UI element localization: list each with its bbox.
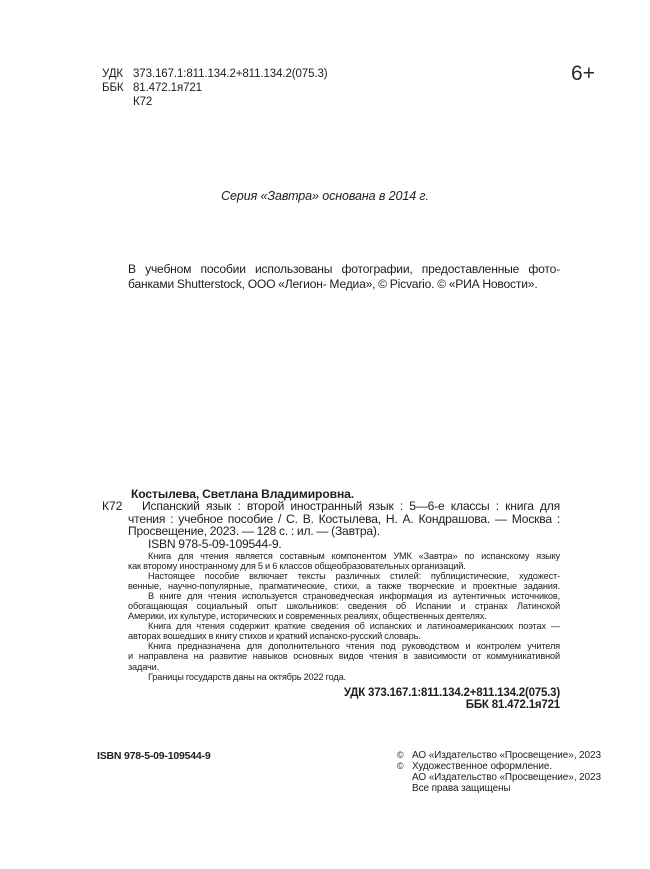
annotation-line: венные, научно-популярные, прагматические, стихи, а также творческие и проектные задания. <box>128 581 560 592</box>
bibliographic-line: Просвещение, 2023. — 128 с. : ил. — (Завтра). <box>128 524 380 539</box>
classification-bottom <box>344 687 560 712</box>
catalog-isbn-line: ISBN 978-5-09-109544-9. <box>148 536 282 551</box>
annotation-line: Настоящее пособие включает тексты различных стилей: публицистические, художест- <box>148 571 560 582</box>
author-sign: К72 <box>133 96 153 108</box>
author-sign-spacer <box>102 95 133 109</box>
author-heading: Костылева, Светлана Владимировна. <box>131 487 355 501</box>
annotation-line: Книга для чтения содержит краткие сведения об испанских и латиноамериканских поэтах — <box>148 621 560 632</box>
bbk-value: 81.472.1я721 <box>133 82 202 94</box>
copyright-line: Все права защищены <box>412 783 511 794</box>
annotation-line: Америки, их культуре, исторических и современных реалиях, общественных деятелях. <box>128 611 487 622</box>
photo-credit-paragraph <box>128 262 560 292</box>
bibliographic-line: чтения : учебное пособие / С. В. Костылева, Н. А. Кондрашова. — Москва : <box>128 511 560 526</box>
annotation-line: Границы государств даны на октябрь 2022 года. <box>148 671 346 682</box>
annotation-line: и направлена на развитие навыков основных видов чтения в зависимости от коммуникативной <box>128 651 560 662</box>
catalog-card <box>102 487 560 551</box>
udk-bottom: УДК 373.167.1:811.134.2+811.134.2(075.3) <box>343 686 560 699</box>
age-rating-badge: 6+ <box>571 62 595 85</box>
copyright-block <box>397 750 601 794</box>
annotation-line: задачи. <box>128 661 160 672</box>
series-note: Серия «Завтра» основана в 2014 г. <box>221 189 429 203</box>
copyright-line: АО «Издательство «Просвещение», 2023 <box>412 772 601 783</box>
copyright-symbol: © <box>397 761 404 771</box>
annotation-line: Книга для чтения является составным компонентом УМК «Завтра» по испанскому языку <box>148 551 560 561</box>
udk-value: 373.167.1:811.134.2+811.134.2(075.3) <box>133 68 328 80</box>
copyright-line: Художественное оформление. <box>412 761 552 772</box>
classification-top <box>102 67 328 109</box>
bbk-bottom: ББК 81.472.1я721 <box>465 699 560 712</box>
annotation-block <box>128 551 560 682</box>
photo-credit-line: банками Shutterstock, ООО «Легион- Медиа», © Picvario. © «РИА Новости». <box>128 277 538 292</box>
copyright-symbol: © <box>397 750 404 760</box>
annotation-line: авторах вошедших в книгу стихов и краткий испанско-русский словарь. <box>128 631 421 642</box>
annotation-line: В книге для чтения используется страноведческая информация из аутентичных источников, <box>148 591 560 602</box>
annotation-line: Книга предназначена для дополнительного чтения под руководством и контролем учителя <box>148 641 560 652</box>
footer-isbn: ISBN 978-5-09-109544-9 <box>97 749 211 762</box>
annotation-line: как второму иностранному для 5 и 6 классов общеобразовательных организаций. <box>128 561 466 572</box>
photo-credit-line: В учебном пособии использованы фотографии, предоставленные фото- <box>128 262 560 276</box>
annotation-line: обогащающая социальный опыт школьников: сведения об Испании и странах Латинской <box>128 601 560 612</box>
copyright-symbol <box>397 783 412 794</box>
copyright-line: АО «Издательство «Просвещение», 2023 <box>412 750 601 761</box>
bbk-label: ББК <box>102 82 124 94</box>
udk-label: УДК <box>102 68 123 80</box>
copyright-symbol <box>397 772 412 783</box>
bibliographic-line: Испанский язык : второй иностранный язык : 5—6-е классы : книга для <box>142 499 560 514</box>
catalog-card-margin-sign: К72 <box>102 499 123 514</box>
